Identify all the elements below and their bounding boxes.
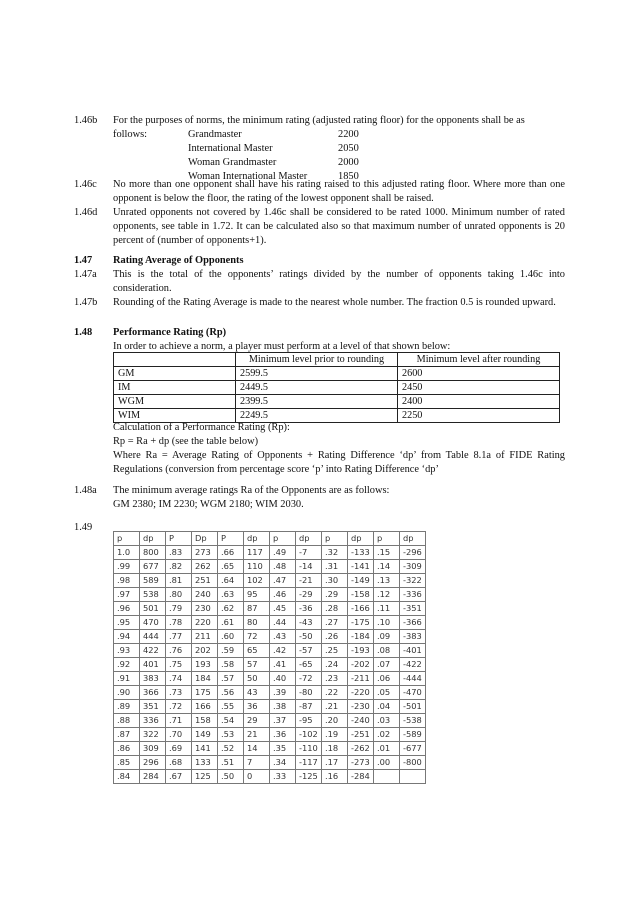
table-cell: .69 <box>166 742 192 756</box>
table-cell: 14 <box>244 742 270 756</box>
table-cell: .92 <box>114 658 140 672</box>
table-cell: 262 <box>192 560 218 574</box>
calculation-explanation: Where Ra = Average Rating of Opponents + Rating Difference ‘dp’ from Table 8.1a of FIDE Rating Regulations (conversion from percentage score ‘p’ into Rating Difference ‘dp’ <box>113 450 565 475</box>
table-cell: .55 <box>218 700 244 714</box>
table-cell: .26 <box>322 630 348 644</box>
table-cell: 184 <box>192 672 218 686</box>
table-cell: .74 <box>166 672 192 686</box>
floor-rating: 1850 <box>338 171 359 182</box>
table-header-cell: dp <box>244 532 270 546</box>
table-cell: .17 <box>322 756 348 770</box>
table-row <box>114 672 426 686</box>
table-header-cell: dp <box>400 532 426 546</box>
section-1-48a-ratings: GM 2380; IM 2230; WGM 2180; WIM 2030. <box>113 499 304 510</box>
table-cell: .03 <box>374 714 400 728</box>
table-cell: 133 <box>192 756 218 770</box>
table-cell: -202 <box>348 658 374 672</box>
table-cell: .05 <box>374 686 400 700</box>
performance-rating-table <box>113 352 560 423</box>
table-cell: -251 <box>348 728 374 742</box>
table-cell: .67 <box>166 770 192 784</box>
table-cell: .27 <box>322 616 348 630</box>
table-row <box>114 742 426 756</box>
table-row <box>114 770 426 784</box>
calculation-heading: Calculation of a Performance Rating (Rp): <box>113 422 290 433</box>
table-cell: .72 <box>166 700 192 714</box>
table-cell: -211 <box>348 672 374 686</box>
table-cell: 336 <box>140 714 166 728</box>
table-cell: -133 <box>348 546 374 560</box>
table-cell: -230 <box>348 700 374 714</box>
table-cell: 141 <box>192 742 218 756</box>
table-cell: -401 <box>400 644 426 658</box>
table-cell: .04 <box>374 700 400 714</box>
table-cell: -95 <box>296 714 322 728</box>
table-cell: .35 <box>270 742 296 756</box>
table-cell: .37 <box>270 714 296 728</box>
table-cell: .68 <box>166 756 192 770</box>
table-cell: .90 <box>114 686 140 700</box>
table-cell: .64 <box>218 574 244 588</box>
floor-rating: 2050 <box>338 143 359 154</box>
table-cell: 211 <box>192 630 218 644</box>
table-cell: .76 <box>166 644 192 658</box>
table-cell: -87 <box>296 700 322 714</box>
table-cell: .16 <box>322 770 348 784</box>
table-cell: 65 <box>244 644 270 658</box>
table-cell: .09 <box>374 630 400 644</box>
section-number-1-47: 1.47 <box>74 255 93 266</box>
table-cell: .62 <box>218 602 244 616</box>
table-row <box>114 616 426 630</box>
table-cell: WIM <box>114 409 236 423</box>
table-cell: .89 <box>114 700 140 714</box>
table-cell: 240 <box>192 588 218 602</box>
table-cell: 296 <box>140 756 166 770</box>
table-cell: 2250 <box>398 409 560 423</box>
table-cell: 444 <box>140 630 166 644</box>
table-cell: .65 <box>218 560 244 574</box>
table-cell: 21 <box>244 728 270 742</box>
table-cell: 351 <box>140 700 166 714</box>
table-cell: 2450 <box>398 381 560 395</box>
table-cell: 366 <box>140 686 166 700</box>
table-cell: .24 <box>322 658 348 672</box>
table-cell: .38 <box>270 700 296 714</box>
table-cell: .23 <box>322 672 348 686</box>
table-cell: -262 <box>348 742 374 756</box>
table-header-cell <box>114 353 236 367</box>
table-cell: -322 <box>400 574 426 588</box>
table-cell: 589 <box>140 574 166 588</box>
table-cell: 273 <box>192 546 218 560</box>
table-cell: 677 <box>140 560 166 574</box>
section-1-47a-text: This is the total of the opponents’ ratings divided by the number of opponents taking 1.46c into consideration. <box>113 269 565 294</box>
table-row <box>114 630 426 644</box>
table-cell: -309 <box>400 560 426 574</box>
table-cell: .58 <box>218 658 244 672</box>
table-cell: -677 <box>400 742 426 756</box>
table-cell: 1.0 <box>114 546 140 560</box>
table-cell: .18 <box>322 742 348 756</box>
table-cell: .11 <box>374 602 400 616</box>
table-row <box>114 395 560 409</box>
section-1-46b-text: For the purposes of norms, the minimum rating (adjusted rating floor) for the opponents shall be as <box>113 115 525 126</box>
table-cell: -366 <box>400 616 426 630</box>
table-cell: 72 <box>244 630 270 644</box>
table-cell: 230 <box>192 602 218 616</box>
table-cell: .20 <box>322 714 348 728</box>
table-cell: 29 <box>244 714 270 728</box>
table-cell: 2600 <box>398 367 560 381</box>
table-row <box>114 546 426 560</box>
table-cell: .21 <box>322 700 348 714</box>
table-cell: .80 <box>166 588 192 602</box>
table-cell: .81 <box>166 574 192 588</box>
table-cell: .46 <box>270 588 296 602</box>
table-row <box>114 658 426 672</box>
table-cell: 158 <box>192 714 218 728</box>
table-cell: .78 <box>166 616 192 630</box>
floor-rating: 2000 <box>338 157 359 168</box>
section-1-46d-text: Unrated opponents not covered by 1.46c shall be considered to be rated 1000. Minimum number of rated opponents, see table in 1.72. It can be calculated also so that maximum number of unrated opponents is 20 percent of (number of opponents+1). <box>113 207 565 246</box>
table-cell: 193 <box>192 658 218 672</box>
table-cell: .28 <box>322 602 348 616</box>
table-header-row <box>114 532 426 546</box>
table-cell: .12 <box>374 588 400 602</box>
table-cell: .39 <box>270 686 296 700</box>
table-row <box>114 588 426 602</box>
table-cell: .01 <box>374 742 400 756</box>
table-cell: .70 <box>166 728 192 742</box>
section-1-48-intro: In order to achieve a norm, a player must perform at a level of that shown below: <box>113 341 451 352</box>
section-number-1-48: 1.48 <box>74 327 93 338</box>
table-header-cell: P <box>166 532 192 546</box>
table-cell: .31 <box>322 560 348 574</box>
table-cell: -166 <box>348 602 374 616</box>
table-cell: .75 <box>166 658 192 672</box>
table-cell: .82 <box>166 560 192 574</box>
table-cell: -141 <box>348 560 374 574</box>
table-cell: 401 <box>140 658 166 672</box>
table-header-cell: p <box>114 532 140 546</box>
table-cell: 284 <box>140 770 166 784</box>
table-header-cell: p <box>374 532 400 546</box>
table-cell: .44 <box>270 616 296 630</box>
table-row <box>114 728 426 742</box>
table-row <box>114 686 426 700</box>
table-cell: 2449.5 <box>236 381 398 395</box>
table-cell: -193 <box>348 644 374 658</box>
section-1-47-title: Rating Average of Opponents <box>113 255 244 266</box>
table-cell: -158 <box>348 588 374 602</box>
table-cell: .25 <box>322 644 348 658</box>
section-number-1-46c: 1.46c <box>74 179 97 190</box>
table-row <box>114 574 426 588</box>
table-cell: -72 <box>296 672 322 686</box>
table-cell: 43 <box>244 686 270 700</box>
table-cell: -21 <box>296 574 322 588</box>
table-cell: .63 <box>218 588 244 602</box>
table-cell: .54 <box>218 714 244 728</box>
table-cell: 2400 <box>398 395 560 409</box>
table-cell: 50 <box>244 672 270 686</box>
dp-conversion-table <box>113 531 426 784</box>
table-cell: 501 <box>140 602 166 616</box>
table-cell: 166 <box>192 700 218 714</box>
table-header-cell: dp <box>296 532 322 546</box>
table-cell: -102 <box>296 728 322 742</box>
table-cell: .42 <box>270 644 296 658</box>
table-header-cell: p <box>322 532 348 546</box>
table-cell: -470 <box>400 686 426 700</box>
table-cell: .06 <box>374 672 400 686</box>
table-cell: .84 <box>114 770 140 784</box>
table-cell: -110 <box>296 742 322 756</box>
table-cell: -117 <box>296 756 322 770</box>
table-cell: -14 <box>296 560 322 574</box>
section-1-47b-text: Rounding of the Rating Average is made to the nearest whole number. The fraction 0.5 is rounded upward. <box>113 297 556 308</box>
table-cell: -589 <box>400 728 426 742</box>
table-header-cell: p <box>270 532 296 546</box>
table-cell: -273 <box>348 756 374 770</box>
table-cell: .66 <box>218 546 244 560</box>
table-cell: .29 <box>322 588 348 602</box>
table-cell: .30 <box>322 574 348 588</box>
table-cell: -336 <box>400 588 426 602</box>
table-cell: 470 <box>140 616 166 630</box>
table-cell: .07 <box>374 658 400 672</box>
table-cell: .51 <box>218 756 244 770</box>
table-cell: 309 <box>140 742 166 756</box>
table-cell: .73 <box>166 686 192 700</box>
floor-title: International Master <box>188 143 273 154</box>
section-1-48a-text: The minimum average ratings Ra of the Opponents are as follows: <box>113 485 390 496</box>
floor-rating: 2200 <box>338 129 359 140</box>
table-cell: 117 <box>244 546 270 560</box>
table-cell: .61 <box>218 616 244 630</box>
floor-title: Woman International Master <box>188 171 308 182</box>
table-header-cell: dp <box>140 532 166 546</box>
table-cell: 2599.5 <box>236 367 398 381</box>
floor-title: Woman Grandmaster <box>188 157 277 168</box>
table-cell: .95 <box>114 616 140 630</box>
table-cell: .47 <box>270 574 296 588</box>
table-cell: .36 <box>270 728 296 742</box>
section-1-46c-text: No more than one opponent shall have his rating raised to this adjusted rating floor. Where more than one opponent is below the floor, the rating of the lowest opponent shall be raised. <box>113 179 565 204</box>
table-cell: -220 <box>348 686 374 700</box>
table-cell <box>374 770 400 784</box>
table-cell: .60 <box>218 630 244 644</box>
table-cell: .85 <box>114 756 140 770</box>
table-cell: .19 <box>322 728 348 742</box>
table-row <box>114 367 560 381</box>
table-cell: -36 <box>296 602 322 616</box>
table-cell: .94 <box>114 630 140 644</box>
table-header-cell: Dp <box>192 532 218 546</box>
table-cell: .56 <box>218 686 244 700</box>
table-cell: .86 <box>114 742 140 756</box>
table-cell: -57 <box>296 644 322 658</box>
follows-label: follows: <box>113 129 148 140</box>
table-header-cell: P <box>218 532 244 546</box>
calculation-formula: Rp = Ra + dp (see the table below) <box>113 436 259 447</box>
table-cell: -175 <box>348 616 374 630</box>
table-cell: 0 <box>244 770 270 784</box>
table-cell: .02 <box>374 728 400 742</box>
table-cell: 7 <box>244 756 270 770</box>
section-number-1-46b: 1.46b <box>74 115 98 126</box>
table-cell: .77 <box>166 630 192 644</box>
table-cell: 800 <box>140 546 166 560</box>
table-cell <box>400 770 426 784</box>
table-cell: .13 <box>374 574 400 588</box>
table-cell: -284 <box>348 770 374 784</box>
table-cell: -383 <box>400 630 426 644</box>
table-cell: .08 <box>374 644 400 658</box>
table-cell: .50 <box>218 770 244 784</box>
table-cell: .83 <box>166 546 192 560</box>
section-number-1-47b: 1.47b <box>74 297 98 308</box>
table-cell: .98 <box>114 574 140 588</box>
table-cell: -184 <box>348 630 374 644</box>
table-header-cell: Minimum level prior to rounding <box>236 353 398 367</box>
table-cell: .71 <box>166 714 192 728</box>
section-number-1-48a: 1.48a <box>74 485 97 496</box>
table-cell: 110 <box>244 560 270 574</box>
table-header-row <box>114 353 560 367</box>
table-row <box>114 644 426 658</box>
table-cell: 175 <box>192 686 218 700</box>
table-cell: 422 <box>140 644 166 658</box>
table-cell: .88 <box>114 714 140 728</box>
table-cell: 149 <box>192 728 218 742</box>
table-row <box>114 602 426 616</box>
table-cell: .33 <box>270 770 296 784</box>
table-cell: .43 <box>270 630 296 644</box>
table-cell: 102 <box>244 574 270 588</box>
floor-title: Grandmaster <box>188 129 242 140</box>
table-cell: .14 <box>374 560 400 574</box>
table-cell: .91 <box>114 672 140 686</box>
table-cell: .99 <box>114 560 140 574</box>
table-row <box>114 714 426 728</box>
table-cell: 80 <box>244 616 270 630</box>
table-cell: .10 <box>374 616 400 630</box>
table-cell: .87 <box>114 728 140 742</box>
table-cell: 87 <box>244 602 270 616</box>
table-header-cell: dp <box>348 532 374 546</box>
table-cell: IM <box>114 381 236 395</box>
table-cell: -444 <box>400 672 426 686</box>
table-cell: .49 <box>270 546 296 560</box>
table-cell: .59 <box>218 644 244 658</box>
table-cell: -240 <box>348 714 374 728</box>
table-cell: .15 <box>374 546 400 560</box>
table-cell: -50 <box>296 630 322 644</box>
table-cell: -538 <box>400 714 426 728</box>
table-cell: .97 <box>114 588 140 602</box>
table-cell: 57 <box>244 658 270 672</box>
table-cell: 220 <box>192 616 218 630</box>
table-row <box>114 560 426 574</box>
table-cell: -7 <box>296 546 322 560</box>
table-cell: 36 <box>244 700 270 714</box>
section-1-48-title: Performance Rating (Rp) <box>113 327 227 338</box>
table-row <box>114 756 426 770</box>
table-cell: -29 <box>296 588 322 602</box>
table-cell: 322 <box>140 728 166 742</box>
table-row <box>114 700 426 714</box>
table-cell: -296 <box>400 546 426 560</box>
table-cell: -80 <box>296 686 322 700</box>
table-cell: 202 <box>192 644 218 658</box>
section-number-1-49: 1.49 <box>74 522 93 533</box>
table-cell: 95 <box>244 588 270 602</box>
table-cell: 538 <box>140 588 166 602</box>
table-cell: 2399.5 <box>236 395 398 409</box>
section-number-1-46d: 1.46d <box>74 207 98 218</box>
section-number-1-47a: 1.47a <box>74 269 97 280</box>
table-cell: .52 <box>218 742 244 756</box>
table-cell: -125 <box>296 770 322 784</box>
table-cell: .00 <box>374 756 400 770</box>
table-cell: .32 <box>322 546 348 560</box>
table-cell: -65 <box>296 658 322 672</box>
table-cell: .93 <box>114 644 140 658</box>
table-cell: -422 <box>400 658 426 672</box>
table-cell: 125 <box>192 770 218 784</box>
table-cell: -351 <box>400 602 426 616</box>
table-cell: -800 <box>400 756 426 770</box>
table-row <box>114 381 560 395</box>
table-cell: GM <box>114 367 236 381</box>
table-cell: WGM <box>114 395 236 409</box>
table-cell: .40 <box>270 672 296 686</box>
table-cell: -43 <box>296 616 322 630</box>
table-header-cell: Minimum level after rounding <box>398 353 560 367</box>
table-cell: -149 <box>348 574 374 588</box>
table-cell: .57 <box>218 672 244 686</box>
table-cell: 383 <box>140 672 166 686</box>
table-cell: .41 <box>270 658 296 672</box>
table-cell: .48 <box>270 560 296 574</box>
table-cell: .79 <box>166 602 192 616</box>
table-cell: 251 <box>192 574 218 588</box>
table-cell: .34 <box>270 756 296 770</box>
table-cell: .53 <box>218 728 244 742</box>
table-cell: 2249.5 <box>236 409 398 423</box>
table-cell: .45 <box>270 602 296 616</box>
table-cell: .22 <box>322 686 348 700</box>
table-cell: -501 <box>400 700 426 714</box>
table-cell: .96 <box>114 602 140 616</box>
